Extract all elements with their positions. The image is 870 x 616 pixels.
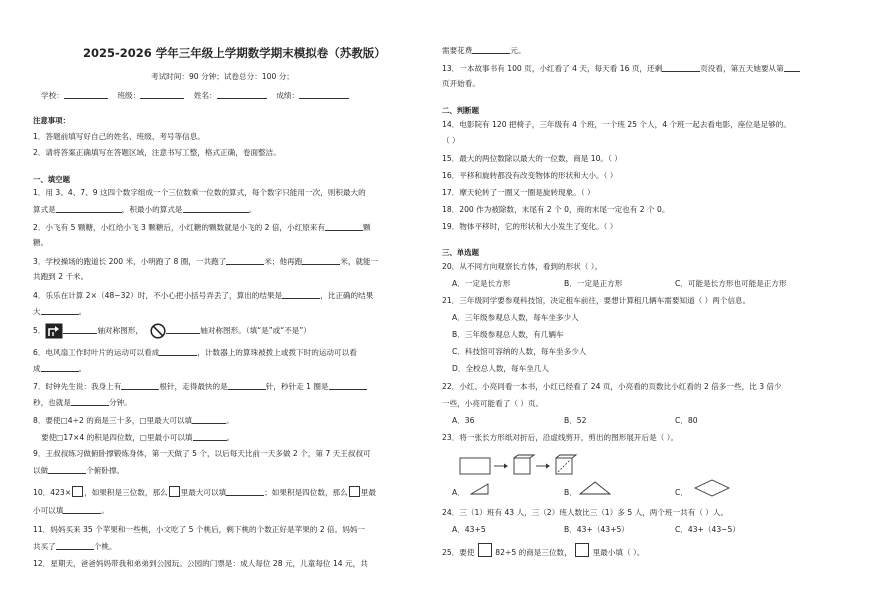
- q7-blank3[interactable]: [329, 381, 367, 390]
- q3-blank2[interactable]: [302, 256, 340, 265]
- q8-blank1[interactable]: [192, 415, 226, 424]
- q4-line2: 大 。: [33, 307, 87, 316]
- no-entry-sign-icon: [150, 323, 166, 339]
- q16: 16．平移和旋转都没有改变物体的形状和大小。（ ）: [442, 171, 618, 180]
- q1-line1: 1．用 3、4、7、9 这四个数字组成一个三位数乘一位数的算式，每个数字只能用一次，则积最大的: [33, 188, 366, 197]
- q7-line1: 7．时钟先生说：我身上有 根针，走得最快的是 针，秒针走 1 圈是: [33, 381, 367, 392]
- triangle-shape-icon: [470, 482, 490, 496]
- q21: 21．三年级同学要参观科技馆，决定租车前往，要想计算租几辆车需要知道（ ）两个信息。: [442, 296, 751, 305]
- q9-line1: 9．王叔叔练习做俯卧撑锻炼身体，第一天做了 5 个，以后每天比前一天多做 2 个，第 7 天王叔叔可: [33, 449, 371, 458]
- q13-blank2[interactable]: [784, 63, 800, 72]
- q11-line2: 共买了 个桃。: [33, 542, 117, 551]
- q9-line2: 以做 个俯卧撑。: [33, 466, 125, 475]
- q11-line1: 11．妈妈买来 35 个苹果和一些桃，小文吃了 5 个桃后，剩下桃的个数正好是苹果的 2 倍。妈妈一: [33, 525, 366, 534]
- q6-line1: 6．电风扇工作时叶片的运动可以看成 ，计数器上的算珠被拨上或拨下时的运动可以看: [33, 348, 357, 357]
- q22-option-c[interactable]: C．80: [675, 416, 698, 425]
- q24-option-b[interactable]: B．43+（43+5）: [564, 525, 629, 534]
- fold-cut-diagram: [458, 452, 598, 478]
- class-blank[interactable]: [140, 90, 184, 99]
- q8-line1: 8．要使□4÷2 的商是三十多，□里最大可以填 。: [33, 416, 234, 425]
- q6-blank1[interactable]: [159, 347, 197, 356]
- q14-line1: 14．电影院有 120 把椅子，三年级有 4 个班，一个班 25 个人，4 个班一起去看电影，座位是足够的。: [442, 120, 791, 129]
- exam-title: 2025-2026 学年三年级上学期数学期末模拟卷（苏教版）: [83, 46, 386, 60]
- q22-option-a[interactable]: A．36: [452, 416, 475, 425]
- q23-option-b[interactable]: B．: [564, 488, 577, 497]
- q22-line1: 22．小红、小亮同看一本书，小红已经看了 24 页，小亮看的页数比小红看的 2 倍多一些，比 3 倍少: [442, 382, 782, 391]
- section-judge-heading: 二、判断题: [442, 106, 479, 115]
- q24-option-c[interactable]: C．43+（43−5）: [675, 525, 740, 534]
- q1-line2: 算式是 ，积最小的算式是 。: [33, 205, 257, 214]
- q20: 20．从不同方向观察长方体，看到的形状（ ）。: [442, 262, 603, 271]
- q13-line1: 13．一本故事书有 100 页，小红看了 4 天，每天看 16 页，还剩 页没看，第五天她要从第: [442, 63, 800, 74]
- score-label: 成绩：: [276, 91, 300, 100]
- q25: 25．要使 82÷5 的商是三位数， 里最小填（ ）。: [442, 543, 644, 560]
- q20-option-b[interactable]: B．一定是正方形: [564, 279, 623, 288]
- q20-option-a[interactable]: A．一定是长方形: [452, 279, 511, 288]
- q3-line2: 共跑到 2 千米。: [33, 272, 89, 281]
- q8-line2: 要使□17×4 的积是四位数，□里最小可以填 。: [41, 433, 235, 442]
- q7-blank2[interactable]: [228, 381, 266, 390]
- notes-heading: 注意事项：: [33, 116, 70, 125]
- q1-blank-max[interactable]: [56, 204, 122, 213]
- q22-line2: 一些，小亮可能看了（ ）页。: [442, 399, 544, 408]
- isosceles-triangle-icon: [579, 480, 611, 496]
- q25-box1[interactable]: [478, 543, 492, 557]
- q21-option-a[interactable]: A．三年级参观总人数，每车坐多少人: [452, 313, 579, 322]
- q10-box1[interactable]: [72, 486, 83, 497]
- q7-blank4[interactable]: [71, 397, 109, 406]
- q10-line1: 10．423× ，如果积是三位数，那么 里最大可以填 ；如果积是四位数，那么 里最: [33, 488, 376, 497]
- q5-line: 5． 轴对称图形， 轴对称图形。（填“是”或“不是”）: [33, 322, 311, 340]
- q2-line1: 2．小飞有 5 颗糖，小红给小飞 3 颗糖后，小红糖的颗数就是小飞的 2 倍，小红原来有 颗: [33, 223, 371, 232]
- q10-box2[interactable]: [169, 486, 180, 497]
- note-item: 2．请将答案正确填写在答题区域，注意书写工整，格式正确，卷面整洁。: [33, 148, 281, 157]
- class-label: 班级：: [117, 91, 141, 100]
- q11-blank[interactable]: [56, 541, 94, 550]
- q7-line2: 秒，也就是 分钟。: [33, 398, 132, 407]
- q3-line1: 3．学校操场的跑道长 200 米，小明跑了 8 圈，一共跑了 米；他再跑 米，就能一: [33, 257, 379, 266]
- q21-option-c[interactable]: C．科技馆可容纳的人数，每车坐多少人: [452, 347, 587, 356]
- q5-blank2[interactable]: [166, 325, 200, 334]
- q10-box3[interactable]: [349, 486, 360, 497]
- school-label: 学校：: [41, 91, 64, 100]
- q18: 18．200 作为被除数，末尾有 2 个 0，商的末尾一定也有 2 个 0。: [442, 205, 670, 214]
- note-item: 1．答题前填写好自己的姓名、班级、考号等信息。: [33, 132, 205, 141]
- q4-blank2[interactable]: [41, 306, 79, 315]
- exam-info: 考试时间：90 分钟；试卷总分：100 分；: [151, 72, 294, 81]
- q10-line2: 小可以填 。: [33, 506, 109, 515]
- q24-option-a[interactable]: A．43+5: [452, 525, 486, 534]
- q10-blank2[interactable]: [63, 505, 101, 514]
- q24: 24．三（1）班有 43 人，三（2）班人数比三（1）多 5 人，两个班一共有（ ）人。: [442, 508, 729, 517]
- q8-blank2[interactable]: [193, 432, 227, 441]
- q21-option-b[interactable]: B．三年级参观总人数，有几辆车: [452, 330, 564, 339]
- q13-blank1[interactable]: [662, 63, 700, 72]
- q17: 17．摩天轮转了一圈又一圈是旋转现象。（ ）: [442, 188, 595, 197]
- q12-blank[interactable]: [472, 45, 510, 54]
- section-choice-heading: 三、单选题: [442, 248, 479, 257]
- q23-option-c[interactable]: C．: [675, 488, 688, 497]
- q20-option-c[interactable]: C．可能是长方形也可能是正方形: [675, 279, 787, 288]
- rhombus-shape-icon: [694, 479, 730, 497]
- q4-line1: 4．乐乐在计算 2×（48−32）时，不小心把小括号弄丢了，算出的结果是 ，比正确的结果: [33, 291, 374, 300]
- q13-line2: 页开始看。: [442, 79, 480, 88]
- q4-blank1[interactable]: [282, 290, 320, 299]
- school-blank[interactable]: [64, 90, 108, 99]
- q5-blank1[interactable]: [63, 325, 97, 334]
- q25-box2[interactable]: [575, 543, 589, 557]
- q2-line2: 糖。: [33, 238, 49, 247]
- q22-option-b[interactable]: B．52: [564, 416, 587, 425]
- q6-blank2[interactable]: [41, 363, 79, 372]
- q15: 15．最大的两位数除以最大的一位数，商是 10。（ ）: [442, 154, 622, 163]
- name-label: 姓名：: [193, 91, 217, 100]
- q23-option-a[interactable]: A．: [452, 488, 465, 497]
- q7-blank1[interactable]: [121, 381, 159, 390]
- score-blank[interactable]: [299, 90, 349, 99]
- q9-blank[interactable]: [48, 465, 86, 474]
- q19: 19．物体平移时，它的形状和大小发生了变化。（ ）: [442, 222, 618, 231]
- q12-line2: 需要花费 元。: [442, 46, 526, 55]
- q6-line2: 成 。: [33, 364, 87, 373]
- q2-blank[interactable]: [325, 222, 363, 231]
- q21-option-d[interactable]: D．全校总人数，每车坐几人: [452, 364, 549, 373]
- direction-sign-icon: [45, 323, 63, 339]
- q12-line1: 12．星期天，爸爸妈妈带我和弟弟到公园玩。公园的门票是：成人每位 28 元，儿童每位 14 元，共: [33, 559, 368, 568]
- q10-blank1[interactable]: [226, 487, 264, 496]
- info-fields: [41, 90, 349, 101]
- q1-blank-min[interactable]: [183, 204, 249, 213]
- name-blank[interactable]: [217, 90, 267, 99]
- section-fill-heading: 一、填空题: [33, 175, 70, 184]
- q3-blank1[interactable]: [226, 256, 264, 265]
- q14-line2: （ ）: [442, 136, 460, 145]
- q23: 23．将一张长方形纸对折后，沿虚线剪开，剪出的图形展开后是（ ）。: [442, 433, 679, 442]
